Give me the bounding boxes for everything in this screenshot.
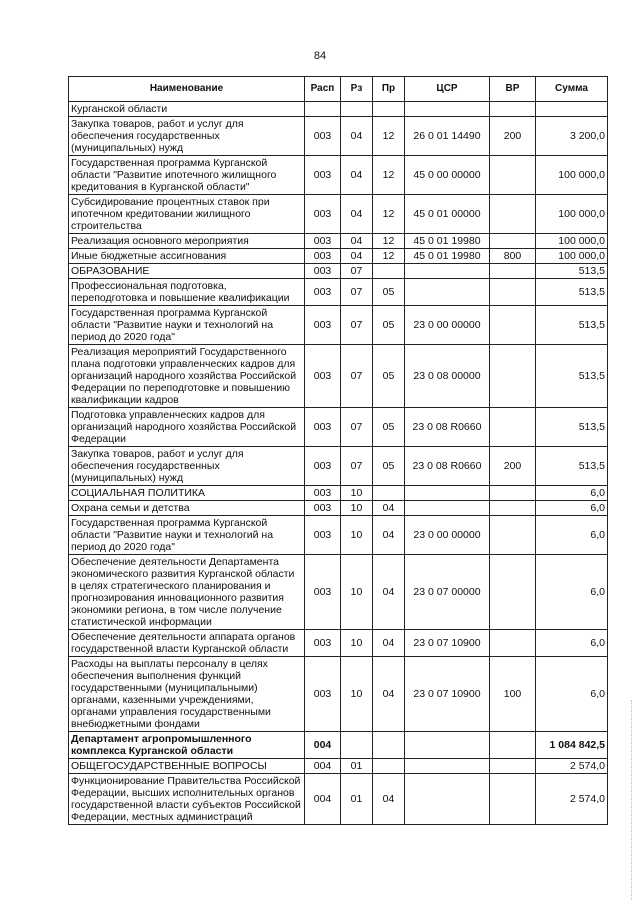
header-rasp: Расп [305, 77, 341, 102]
cell-pr: 05 [373, 447, 405, 486]
cell-rasp: 003 [305, 555, 341, 630]
cell-rasp: 004 [305, 732, 341, 759]
cell-vr [490, 501, 536, 516]
cell-name: Государственная программа Курганской области "Развитие ипотечного жилищного кредитования в Курганской области" [69, 156, 305, 195]
cell-csr: 45 0 01 19980 [405, 249, 490, 264]
header-csr: ЦСР [405, 77, 490, 102]
cell-pr [373, 759, 405, 774]
cell-rasp: 003 [305, 657, 341, 732]
cell-rz: 07 [341, 306, 373, 345]
cell-rasp: 003 [305, 264, 341, 279]
cell-pr: 04 [373, 555, 405, 630]
cell-rz: 10 [341, 630, 373, 657]
cell-rasp: 003 [305, 630, 341, 657]
cell-sum: 6,0 [536, 630, 608, 657]
cell-csr [405, 732, 490, 759]
cell-csr [405, 774, 490, 825]
cell-sum: 100 000,0 [536, 249, 608, 264]
cell-vr [490, 732, 536, 759]
cell-sum: 513,5 [536, 345, 608, 408]
cell-name: СОЦИАЛЬНАЯ ПОЛИТИКА [69, 486, 305, 501]
cell-sum: 6,0 [536, 501, 608, 516]
cell-pr: 05 [373, 279, 405, 306]
table-row [69, 447, 608, 486]
cell-name: Охрана семьи и детства [69, 501, 305, 516]
page-number: 84 [313, 50, 327, 62]
cell-pr [373, 102, 405, 117]
table-row [69, 657, 608, 732]
cell-vr [490, 759, 536, 774]
cell-rz: 01 [341, 774, 373, 825]
table-row [69, 279, 608, 306]
cell-csr: 45 0 00 00000 [405, 156, 490, 195]
cell-pr: 05 [373, 306, 405, 345]
table-row [69, 501, 608, 516]
cell-name: Подготовка управленческих кадров для организаций народного хозяйства Российской Федерации [69, 408, 305, 447]
cell-sum: 6,0 [536, 657, 608, 732]
cell-name: Обеспечение деятельности Департамента экономического развития Курганской области в целях стратегического планирования и прогнозирования инновационного развития экономики региона, в том числе получение статистической информации [69, 555, 305, 630]
cell-vr [490, 102, 536, 117]
cell-vr [490, 195, 536, 234]
header-sum: Сумма [536, 77, 608, 102]
cell-rasp: 003 [305, 516, 341, 555]
cell-csr: 23 0 07 10900 [405, 630, 490, 657]
cell-sum: 513,5 [536, 279, 608, 306]
cell-pr: 05 [373, 408, 405, 447]
cell-csr [405, 279, 490, 306]
cell-vr [490, 630, 536, 657]
cell-vr [490, 774, 536, 825]
cell-sum: 2 574,0 [536, 774, 608, 825]
cell-sum: 6,0 [536, 516, 608, 555]
cell-name: Обеспечение деятельности аппарата органов государственной власти Курганской области [69, 630, 305, 657]
cell-name: ОБРАЗОВАНИЕ [69, 264, 305, 279]
cell-pr: 12 [373, 234, 405, 249]
cell-name: Реализация основного мероприятия [69, 234, 305, 249]
header-vr: ВР [490, 77, 536, 102]
cell-sum: 6,0 [536, 486, 608, 501]
cell-csr [405, 759, 490, 774]
cell-rasp: 003 [305, 447, 341, 486]
table-row [69, 759, 608, 774]
cell-pr: 12 [373, 249, 405, 264]
cell-name: Закупка товаров, работ и услуг для обеспечения государственных (муниципальных) нужд [69, 117, 305, 156]
cell-pr [373, 486, 405, 501]
cell-csr: 26 0 01 14490 [405, 117, 490, 156]
cell-rz: 07 [341, 447, 373, 486]
budget-table [68, 76, 608, 825]
cell-sum: 100 000,0 [536, 156, 608, 195]
cell-sum: 100 000,0 [536, 234, 608, 249]
cell-sum [536, 102, 608, 117]
table-row [69, 306, 608, 345]
cell-vr [490, 156, 536, 195]
cell-name: Курганской области [69, 102, 305, 117]
table-row [69, 195, 608, 234]
cell-rasp: 003 [305, 486, 341, 501]
cell-sum: 513,5 [536, 306, 608, 345]
table-row [69, 555, 608, 630]
cell-vr: 200 [490, 117, 536, 156]
cell-name: Департамент агропромышленного комплекса Курганской области [69, 732, 305, 759]
cell-rasp: 003 [305, 345, 341, 408]
cell-vr: 800 [490, 249, 536, 264]
cell-csr [405, 102, 490, 117]
cell-rz: 04 [341, 156, 373, 195]
cell-rz: 07 [341, 279, 373, 306]
cell-csr: 23 0 00 00000 [405, 516, 490, 555]
cell-vr: 200 [490, 447, 536, 486]
cell-rz [341, 102, 373, 117]
cell-name: Государственная программа Курганской области "Развитие науки и технологий на период до 2020 года" [69, 306, 305, 345]
cell-name: Функционирование Правительства Российской Федерации, высших исполнительных органов государственной власти субъектов Российской Федерации, местных администраций [69, 774, 305, 825]
cell-sum: 3 200,0 [536, 117, 608, 156]
cell-csr: 23 0 00 00000 [405, 306, 490, 345]
table-row [69, 234, 608, 249]
cell-csr: 23 0 08 R0660 [405, 408, 490, 447]
cell-csr: 45 0 01 19980 [405, 234, 490, 249]
cell-pr: 12 [373, 156, 405, 195]
cell-rz: 07 [341, 264, 373, 279]
cell-vr [490, 306, 536, 345]
table-row [69, 732, 608, 759]
cell-pr: 12 [373, 195, 405, 234]
cell-rz: 10 [341, 657, 373, 732]
cell-sum: 513,5 [536, 264, 608, 279]
cell-csr [405, 264, 490, 279]
cell-name: Государственная программа Курганской области "Развитие науки и технологий на период до 2020 года" [69, 516, 305, 555]
cell-rz: 10 [341, 501, 373, 516]
cell-rz: 04 [341, 195, 373, 234]
cell-rz: 01 [341, 759, 373, 774]
table-row [69, 249, 608, 264]
cell-rz: 10 [341, 555, 373, 630]
cell-rasp: 003 [305, 306, 341, 345]
table-row [69, 630, 608, 657]
cell-csr: 23 0 08 00000 [405, 345, 490, 408]
table-row [69, 117, 608, 156]
cell-name: Закупка товаров, работ и услуг для обеспечения государственных (муниципальных) нужд [69, 447, 305, 486]
header-row [69, 77, 608, 102]
cell-rasp: 004 [305, 774, 341, 825]
cell-sum: 1 084 842,5 [536, 732, 608, 759]
cell-rasp: 003 [305, 279, 341, 306]
cell-pr [373, 264, 405, 279]
scan-edge-marks [631, 700, 636, 900]
table-row [69, 486, 608, 501]
cell-vr [490, 486, 536, 501]
cell-csr: 45 0 01 00000 [405, 195, 490, 234]
cell-sum: 2 574,0 [536, 759, 608, 774]
table-row [69, 408, 608, 447]
table-row [69, 345, 608, 408]
table-row [69, 774, 608, 825]
cell-vr [490, 345, 536, 408]
cell-rz [341, 732, 373, 759]
cell-vr [490, 234, 536, 249]
table-row [69, 102, 608, 117]
cell-name: Профессиональная подготовка, переподготовка и повышение квалификации [69, 279, 305, 306]
cell-vr [490, 279, 536, 306]
cell-sum: 100 000,0 [536, 195, 608, 234]
cell-rz: 10 [341, 486, 373, 501]
cell-name: Реализация мероприятий Государственного плана подготовки управленческих кадров для организаций народного хозяйства Российской Федерации по переподготовке и повышению квалификации кадров [69, 345, 305, 408]
cell-rasp: 003 [305, 117, 341, 156]
cell-rz: 04 [341, 117, 373, 156]
header-rz: Рз [341, 77, 373, 102]
cell-csr: 23 0 08 R0660 [405, 447, 490, 486]
cell-pr: 05 [373, 345, 405, 408]
cell-name: Иные бюджетные ассигнования [69, 249, 305, 264]
cell-rasp [305, 102, 341, 117]
cell-csr: 23 0 07 00000 [405, 555, 490, 630]
cell-name: Субсидирование процентных ставок при ипотечном кредитовании жилищного строительства [69, 195, 305, 234]
cell-rasp: 003 [305, 195, 341, 234]
cell-vr [490, 264, 536, 279]
cell-rz: 04 [341, 249, 373, 264]
table-row [69, 264, 608, 279]
cell-vr [490, 408, 536, 447]
cell-pr [373, 732, 405, 759]
cell-pr: 04 [373, 516, 405, 555]
cell-name: Расходы на выплаты персоналу в целях обеспечения выполнения функций государственными (муниципальными) органами, казенными учреждениями, органами управления государственными внебюджетными фондами [69, 657, 305, 732]
table-row [69, 156, 608, 195]
cell-pr: 04 [373, 774, 405, 825]
cell-pr: 04 [373, 501, 405, 516]
cell-sum: 513,5 [536, 408, 608, 447]
cell-sum: 513,5 [536, 447, 608, 486]
cell-rasp: 003 [305, 156, 341, 195]
cell-csr [405, 486, 490, 501]
cell-rz: 07 [341, 345, 373, 408]
cell-pr: 12 [373, 117, 405, 156]
cell-rasp: 003 [305, 408, 341, 447]
cell-name: ОБЩЕГОСУДАРСТВЕННЫЕ ВОПРОСЫ [69, 759, 305, 774]
cell-pr: 04 [373, 657, 405, 732]
cell-vr [490, 516, 536, 555]
cell-rz: 04 [341, 234, 373, 249]
cell-csr: 23 0 07 10900 [405, 657, 490, 732]
table-row [69, 516, 608, 555]
cell-vr [490, 555, 536, 630]
cell-rasp: 004 [305, 759, 341, 774]
cell-rasp: 003 [305, 249, 341, 264]
cell-csr [405, 501, 490, 516]
cell-rasp: 003 [305, 501, 341, 516]
cell-sum: 6,0 [536, 555, 608, 630]
cell-rz: 10 [341, 516, 373, 555]
header-pr: Пр [373, 77, 405, 102]
cell-rasp: 003 [305, 234, 341, 249]
header-name: Наименование [69, 77, 305, 102]
cell-vr: 100 [490, 657, 536, 732]
cell-pr: 04 [373, 630, 405, 657]
cell-rz: 07 [341, 408, 373, 447]
